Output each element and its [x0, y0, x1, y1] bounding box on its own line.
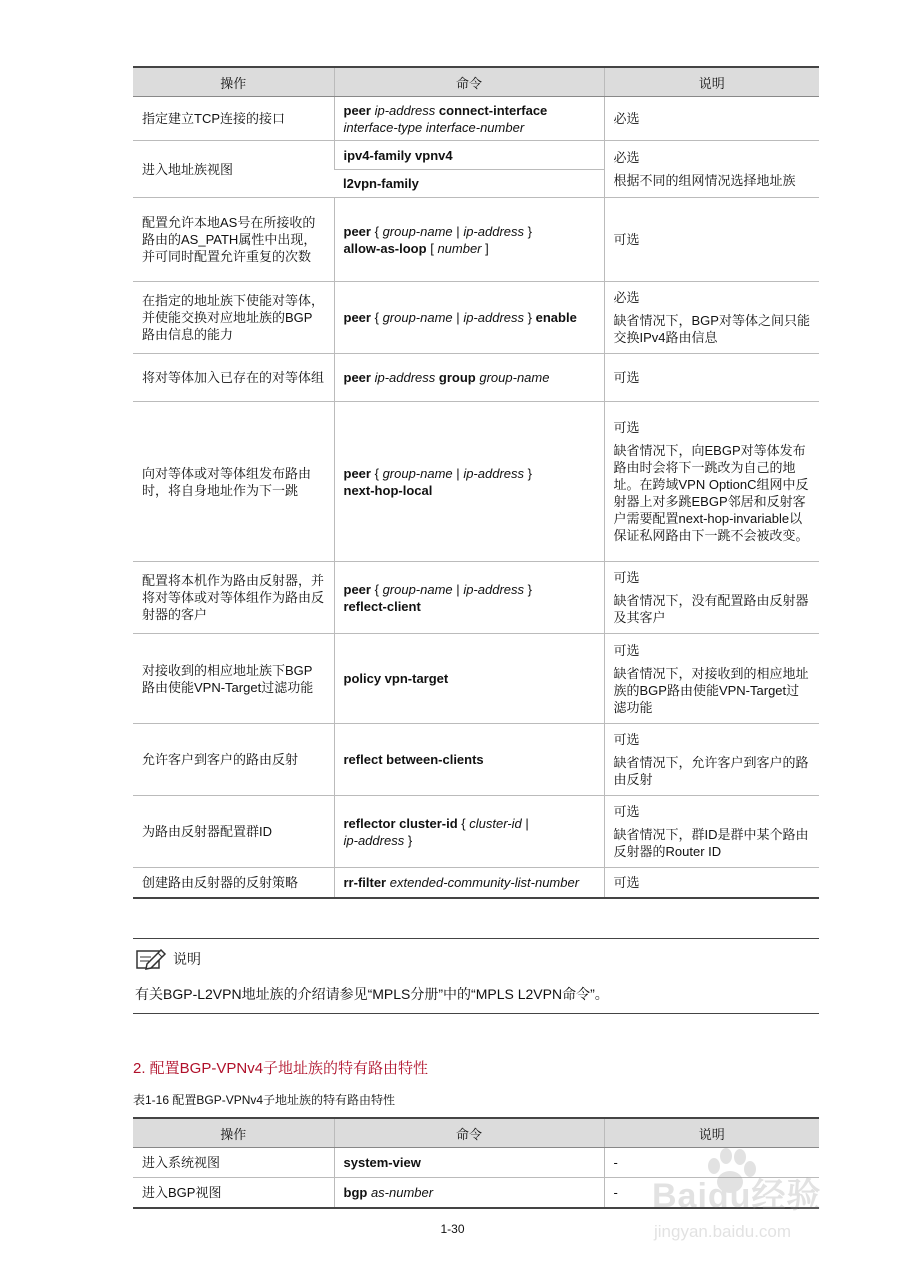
description-cell: 可选 缺省情况下，没有配置路由反射器及其客户: [604, 562, 819, 634]
description-cell: -: [604, 1148, 819, 1178]
operation-cell: 指定建立TCP连接的接口: [133, 97, 334, 141]
description-cell: 可选: [604, 198, 819, 282]
watermark-brand: Baidu经验: [652, 1177, 822, 1215]
command-cell: reflector cluster-id { cluster-id | ip-address }: [334, 796, 604, 868]
command-cell: peer { group-name | ip-address } enable: [334, 282, 604, 354]
table-row: [133, 141, 819, 170]
command-cell: l2vpn-family: [334, 170, 604, 198]
operation-cell: 创建路由反射器的反射策略: [133, 868, 334, 898]
table-caption: 表1-16 配置BGP-VPNv4子地址族的特有路由特性: [133, 1093, 396, 1107]
command-cell: peer { group-name | ip-address } allow-as-loop [ number ]: [334, 198, 604, 282]
command-table-1: [133, 66, 819, 899]
page-number: 1-30: [440, 1222, 465, 1236]
description-cell: 必选 根据不同的组网情况选择地址族: [604, 141, 819, 198]
operation-cell: 配置允许本地AS号在所接收的路由的AS_PATH属性中出现，并可同时配置允许重复的次数: [133, 198, 334, 282]
description-cell: 可选 缺省情况下，群ID是群中某个路由反射器的Router ID: [604, 796, 819, 868]
command-cell: system-view: [334, 1148, 604, 1178]
description-cell: -: [604, 1178, 819, 1208]
command-cell: peer ip-address connect-interface interface-type interface-number: [334, 97, 604, 141]
operation-cell: 进入系统视图: [133, 1148, 334, 1178]
table-row: [133, 724, 819, 796]
description-cell: 可选: [604, 868, 819, 898]
operation-cell: 为路由反射器配置群ID: [133, 796, 334, 868]
table-header-row: [133, 67, 819, 97]
note-pencil-icon: [135, 947, 167, 971]
table-row: [133, 634, 819, 724]
header-operation: 操作: [133, 67, 334, 97]
watermark: [640, 1150, 870, 1270]
operation-cell: 对接收到的相应地址族下BGP路由使能VPN-Target过滤功能: [133, 634, 334, 724]
table-row: [133, 868, 819, 898]
table-row: [133, 97, 819, 141]
description-cell: 可选: [604, 354, 819, 402]
note-text: 有关BGP-L2VPN地址族的介绍请参见“MPLS分册”中的“MPLS L2VPN命令”。: [135, 986, 609, 1002]
header-command: 命令: [334, 1118, 604, 1148]
operation-cell: 配置将本机作为路由反射器，并将对等体或对等体组作为路由反射器的客户: [133, 562, 334, 634]
table-row: [133, 354, 819, 402]
header-description: 说明: [604, 67, 819, 97]
table-row: [133, 198, 819, 282]
table-row: [133, 282, 819, 354]
table-row: [133, 796, 819, 868]
command-cell: bgp as-number: [334, 1178, 604, 1208]
command-cell: reflect between-clients: [334, 724, 604, 796]
note-box: [133, 938, 819, 1014]
operation-cell: 进入BGP视图: [133, 1178, 334, 1208]
command-cell: peer ip-address group group-name: [334, 354, 604, 402]
note-header: [135, 947, 201, 971]
command-cell: rr-filter extended-community-list-number: [334, 868, 604, 898]
description-cell: 可选 缺省情况下，允许客户到客户的路由反射: [604, 724, 819, 796]
description-cell: 可选 缺省情况下，对接收到的相应地址族的BGP路由使能VPN-Target过滤功能: [604, 634, 819, 724]
header-description: 说明: [604, 1118, 819, 1148]
operation-cell: 在指定的地址族下使能对等体，并使能交换对应地址族的BGP路由信息的能力: [133, 282, 334, 354]
note-title: 说明: [173, 951, 201, 967]
watermark-url: jingyan.baidu.com: [654, 1222, 792, 1241]
command-cell: peer { group-name | ip-address } reflect-client: [334, 562, 604, 634]
table-row: [133, 402, 819, 562]
header-operation: 操作: [133, 1118, 334, 1148]
description-cell: 必选 缺省情况下，BGP对等体之间只能交换IPv4路由信息: [604, 282, 819, 354]
operation-cell: 将对等体加入已存在的对等体组: [133, 354, 334, 402]
table-row: [133, 562, 819, 634]
command-cell: ipv4-family vpnv4: [334, 141, 604, 170]
description-cell: 可选 缺省情况下，向EBGP对等体发布路由时会将下一跳改为自己的地址。在跨域VPN OptionC组网中反射器上对多跳EBGP邻居和反射客户需要配置next-hop-invariable以保证私网路由下一跳不会被改变。: [604, 402, 819, 562]
operation-cell: 允许客户到客户的路由反射: [133, 724, 334, 796]
command-cell: policy vpn-target: [334, 634, 604, 724]
description-cell: 必选: [604, 97, 819, 141]
section-title: 2. 配置BGP-VPNv4子地址族的特有路由特性: [133, 1060, 429, 1077]
operation-cell: 进入地址族视图: [133, 141, 334, 198]
header-command: 命令: [334, 67, 604, 97]
operation-cell: 向对等体或对等体组发布路由时，将自身地址作为下一跳: [133, 402, 334, 562]
command-cell: peer { group-name | ip-address } next-hop-local: [334, 402, 604, 562]
